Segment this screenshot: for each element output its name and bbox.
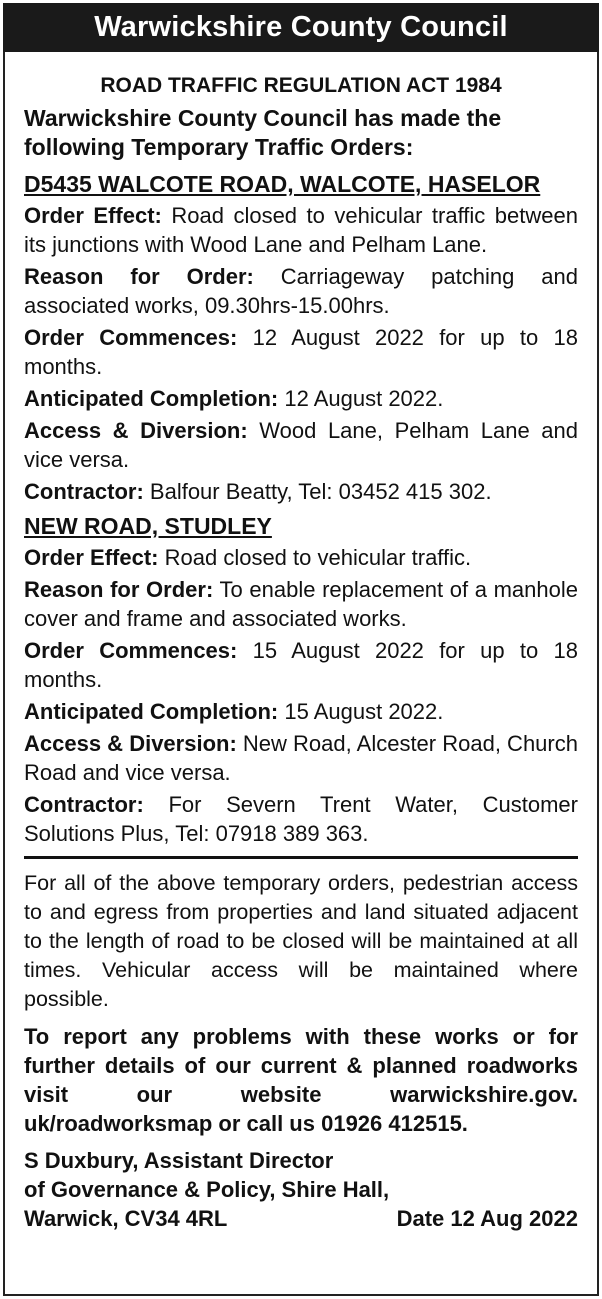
signature-footer	[24, 1204, 578, 1233]
notice-body	[24, 72, 578, 1233]
signatory-office: of Governance & Policy, Shire Hall,	[24, 1177, 390, 1202]
notice-date: Date 12 Aug 2022	[396, 1206, 578, 1231]
section-studley	[24, 512, 578, 848]
item-text: To enable replacement of a manhole cover and frame and associated works.	[24, 577, 578, 631]
item-text: Road closed to vehicular traffic between its junctions with Wood Lane and Pelham Lane.	[24, 203, 578, 257]
signatory-name: S Duxbury, Assistant Director	[24, 1148, 334, 1173]
divider	[24, 856, 578, 859]
item-text: Carriageway patching and associated works, 09.30hrs-15.00hrs.	[24, 264, 578, 318]
item-label: Order Commences:	[24, 638, 238, 663]
order-effect	[24, 543, 578, 572]
access-diversion	[24, 416, 578, 474]
item-text: New Road, Alcester Road, Church Road and vice versa.	[24, 731, 578, 785]
order-commences	[24, 636, 578, 694]
item-text: For Severn Trent Water, Customer Solutions Plus, Tel: 07918 389 363.	[24, 792, 578, 846]
order-effect	[24, 201, 578, 259]
contractor	[24, 477, 578, 506]
reason-for-order	[24, 575, 578, 633]
item-text: 12 August 2022 for up to 18 months.	[24, 325, 579, 379]
item-label: Order Effect:	[24, 203, 162, 228]
item-text: Road closed to vehicular traffic.	[164, 545, 472, 570]
order-commences	[24, 323, 578, 381]
item-label: Contractor:	[24, 479, 144, 504]
signatory-address: Warwick, CV34 4RL	[24, 1206, 228, 1231]
item-text: Balfour Beatty, Tel: 03452 415 302.	[149, 479, 492, 504]
item-text: 15 August 2022.	[284, 699, 444, 724]
anticipated-completion	[24, 697, 578, 726]
item-label: Order Commences:	[24, 325, 238, 350]
item-label: Reason for Order:	[24, 577, 214, 602]
access-diversion	[24, 729, 578, 787]
item-label: Order Effect:	[24, 545, 159, 570]
section-heading: D5435 WALCOTE ROAD, WALCOTE, HASELOR	[24, 171, 541, 197]
item-label: Contractor:	[24, 792, 144, 817]
item-text: 12 August 2022.	[284, 386, 444, 411]
item-label: Access & Diversion:	[24, 418, 248, 443]
item-label: Reason for Order:	[24, 264, 254, 289]
item-label: Anticipated Completion:	[24, 386, 279, 411]
section-heading: NEW ROAD, STUDLEY	[24, 513, 272, 539]
council-header: Warwickshire County Council	[3, 3, 599, 52]
pedestrian-access-note: For all of the above temporary orders, pedestrian access to and egress from properties and land situated adjacent to the length of road to be closed will be maintained at all times. Vehicular access will be maintained where possible.	[24, 871, 578, 1011]
reason-for-order	[24, 262, 578, 320]
report-problems-text: To report any problems with these works or for further details of our current & planned roadworks visit our website warwickshire.gov. uk/roadworksmap or call us 01926 412515.	[24, 1024, 578, 1136]
signature-block	[24, 1146, 578, 1233]
section-walcote	[24, 170, 578, 506]
act-title: ROAD TRAFFIC REGULATION ACT 1984	[100, 74, 502, 97]
contractor	[24, 790, 578, 848]
item-text: 15 August 2022 for up to 18 months.	[24, 638, 579, 692]
anticipated-completion	[24, 384, 578, 413]
item-label: Anticipated Completion:	[24, 699, 279, 724]
item-label: Access & Diversion:	[24, 731, 237, 756]
intro-text: Warwickshire County Council has made the following Temporary Traffic Orders:	[24, 105, 502, 160]
item-text: Wood Lane, Pelham Lane and vice versa.	[24, 418, 578, 472]
